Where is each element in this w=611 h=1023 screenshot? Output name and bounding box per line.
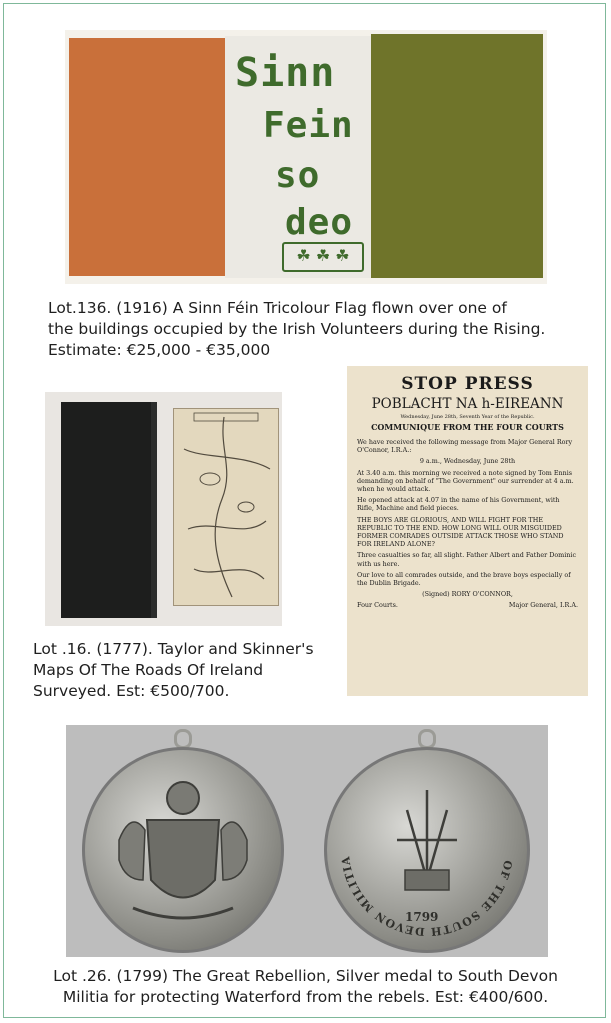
book-map-page (173, 408, 279, 606)
book-caption-line-3: Surveyed. Est: €500/700. (33, 682, 230, 700)
flag-word-4: deo (285, 202, 354, 243)
flag-image (65, 30, 547, 284)
medal-right-loop (418, 729, 436, 749)
poster-line-3: At 3.40 a.m. this morning we received a note signed by Tom Ennis demanding on behalf of "The Government" our surrender at 4 a.m. when he would attack. (357, 468, 574, 494)
book-caption (33, 639, 333, 702)
medal-ring-text: OF THE SOUTH DEVON MILITIA (339, 854, 515, 939)
poster-line-5: THE BOYS ARE GLORIOUS, AND WILL FIGHT FOR THE REPUBLIC TO THE END. HOW LONG WILL OUR MISGUIDED FORMER COMRADES OUTSIDE ATTACK THOSE WHO STAND FOR IRELAND ALONE? (357, 515, 564, 549)
book-cover (61, 402, 157, 618)
flag-orange-band (69, 38, 225, 276)
medal-year: 1799 (405, 910, 439, 924)
poster-line-7: Our love to all comrades outside, and the brave boys especially of the Dublin Brigade. (357, 570, 571, 588)
poster-headline: STOP PRESS (401, 374, 534, 394)
flag-word-2: Fein (263, 105, 354, 146)
flag-shamrock-panel: ☘ ☘ ☘ (282, 242, 364, 272)
flag-caption (48, 298, 588, 361)
flag-word-1: Sinn (235, 50, 336, 96)
stop-press-poster (347, 366, 588, 696)
poster-line-6: Three casualties so far, all slight. Father Albert and Father Dominic with us here. (357, 551, 577, 568)
poster-line-10: Major General, I.R.A. (508, 601, 578, 610)
book-caption-line-2: Maps Of The Roads Of Ireland (33, 661, 264, 679)
flag-green-band (371, 34, 543, 278)
poster-communique: COMMUNIQUE FROM THE FOUR COURTS (371, 422, 564, 432)
poster-dateline: Wednesday, June 28th, Seventh Year of the Republic. (400, 414, 535, 420)
medals-caption-line-1: Lot .26. (1799) The Great Rebellion, Silver medal to South Devon (53, 967, 558, 985)
poster-subheadline: POBLACHT NA h-EIREANN (371, 396, 564, 412)
medal-left-loop (174, 729, 192, 749)
flag-caption-line-3: Estimate: €25,000 - €35,000 (48, 341, 271, 359)
flag-caption-line-2: the buildings occupied by the Irish Volunteers during the Rising. (48, 320, 546, 338)
book-caption-line-1: Lot .16. (1777). Taylor and Skinner's (33, 640, 314, 658)
medals-image (66, 725, 548, 957)
poster-line-9: Four Courts. (357, 601, 398, 610)
coat-of-arms-drawing (85, 750, 281, 950)
medal-obverse (82, 747, 284, 953)
poster-line-8: (Signed) RORY O'CONNOR, (422, 590, 513, 599)
poster-line-1: We have received the following message from Major General Rory O'Connor, I.R.A.: (357, 438, 573, 455)
poster-line-4: He opened attack at 4.07 in the name of his Government, with Rifle, Machine and field pieces. (357, 496, 560, 513)
medals-caption (8, 966, 603, 1008)
poster-line-2: 9 a.m., Wednesday, June 28th (419, 457, 516, 466)
book-image (45, 392, 282, 626)
flag-word-3: so (275, 155, 321, 196)
road-map-drawing (174, 409, 278, 605)
poster-body (357, 438, 578, 610)
medal-reverse (324, 747, 530, 953)
medals-caption-line-2: Militia for protecting Waterford from the rebels. Est: €400/600. (62, 988, 549, 1006)
flag-caption-line-1: Lot.136. (1916) A Sinn Féin Tricolour Flag flown over one of (48, 299, 507, 317)
